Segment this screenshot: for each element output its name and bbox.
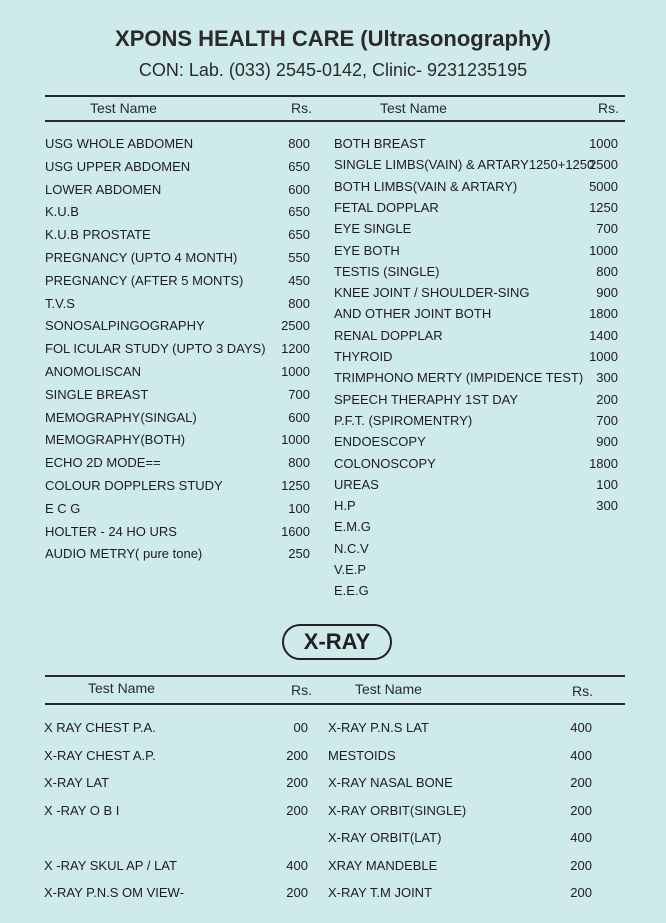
test-name: FETAL DOPPLAR: [334, 199, 439, 215]
price-row: [334, 476, 618, 494]
price-row: [328, 857, 592, 875]
price-row: [328, 884, 592, 902]
price-row: [45, 203, 310, 221]
test-name: T.V.S: [45, 295, 75, 311]
price-row: [328, 829, 592, 847]
usg-right-test-header: Test Name: [380, 100, 447, 116]
test-price: 800: [288, 455, 310, 471]
test-name: RENAL DOPPLAR: [334, 327, 443, 343]
test-name: X-RAY T.M JOINT: [328, 885, 433, 900]
test-name: USG UPPER ABDOMEN: [45, 158, 191, 174]
test-name: X-RAY P.N.S OM VIEW-: [44, 885, 184, 900]
test-name: HOLTER - 24 HO URS: [45, 523, 177, 539]
price-row: [45, 272, 310, 290]
test-name: E.M.G: [334, 519, 371, 535]
test-name: X-RAY ORBIT(SINGLE): [328, 802, 467, 818]
test-price: 1000: [589, 349, 618, 364]
page-title: XPONS HEALTH CARE (Ultrasonography): [115, 26, 551, 51]
price-row: [45, 386, 310, 404]
test-price: 300: [596, 370, 618, 386]
price-row: [328, 774, 592, 792]
test-price: 650: [288, 158, 310, 174]
test-name: SPEECH THERAPHY 1ST DAY: [334, 391, 518, 407]
test-price: 1000: [281, 364, 310, 379]
test-price: 800: [596, 263, 618, 279]
price-row: [334, 582, 618, 600]
xray-header-rule: [45, 703, 625, 705]
price-row: [45, 523, 310, 541]
test-price: 200: [286, 802, 308, 818]
test-name: EYE SINGLE: [334, 221, 412, 237]
price-row: [45, 158, 310, 176]
test-price: 550: [288, 250, 310, 265]
usg-left-test-header: Test Name: [90, 100, 157, 116]
test-name: MEMOGRAPHY(BOTH): [45, 432, 186, 448]
usg-header-rule: [45, 120, 625, 122]
test-price: 900: [596, 285, 618, 301]
price-row: [44, 747, 308, 765]
test-name: THYROID: [334, 349, 393, 364]
test-price: 900: [596, 434, 618, 450]
test-price: 00: [293, 720, 308, 735]
test-name: K.U.B PROSTATE: [45, 227, 151, 243]
test-name: UREAS: [334, 476, 379, 492]
test-price: 450: [288, 272, 310, 288]
test-price: 1800: [589, 306, 618, 322]
test-name: XRAY MANDEBLE: [328, 857, 438, 873]
price-row: [328, 802, 592, 820]
test-name: MESTOIDS: [328, 747, 396, 763]
test-name: TESTIS (SINGLE): [334, 263, 440, 279]
contact-line: CON: Lab. (033) 2545-0142, Clinic- 9231235195: [138, 60, 528, 80]
xray-badge: X-RAY: [282, 624, 392, 660]
test-name: ECHO 2D MODE==: [45, 455, 161, 471]
test-price: 100: [288, 500, 310, 516]
test-price: 200: [286, 775, 308, 790]
test-name: X-RAY NASAL BONE: [328, 775, 453, 790]
test-name: X-RAY LAT: [44, 775, 110, 790]
test-name: P.F.T. (SPIROMENTRY): [334, 412, 473, 428]
test-name: X -RAY SKUL AP / LAT: [44, 857, 177, 873]
price-row: [45, 135, 310, 153]
price-row: [44, 719, 308, 737]
test-name: MEMOGRAPHY(SINGAL): [45, 409, 197, 425]
test-price: 400: [570, 720, 592, 735]
price-row: [334, 497, 618, 515]
test-price: 800: [288, 295, 310, 311]
test-name: E.E.G: [334, 583, 369, 599]
test-price: 400: [286, 857, 308, 873]
price-row: [44, 774, 308, 792]
test-name: COLONOSCOPY: [334, 455, 436, 471]
usg-right-rs-header: Rs.: [598, 100, 619, 116]
price-row: [334, 199, 618, 217]
test-price: 650: [288, 204, 310, 220]
xray-top-rule: [45, 675, 625, 677]
usg-left-rs-header: Rs.: [291, 100, 312, 116]
test-name: COLOUR DOPPLERS STUDY: [45, 478, 223, 493]
test-name: ANOMOLISCAN: [45, 364, 142, 379]
test-name: SONOSALPINGOGRAPHY: [45, 318, 205, 334]
price-row: [334, 412, 618, 430]
test-price: 1250: [589, 199, 618, 215]
test-price: 650: [288, 227, 310, 243]
price-row: [334, 540, 618, 558]
test-price: 1600: [281, 523, 310, 539]
test-name: X -RAY O B I: [44, 802, 120, 818]
test-name: LOWER ABDOMEN: [45, 181, 162, 197]
price-row: [45, 295, 310, 313]
price-row: [328, 747, 592, 765]
xray-left-test-header: Test Name: [88, 680, 155, 696]
price-row: [328, 719, 592, 737]
price-row: [334, 242, 618, 260]
test-price: 400: [570, 830, 592, 845]
price-row: [45, 431, 310, 449]
test-name: N.C.V: [334, 540, 369, 556]
usg-top-rule: [45, 95, 625, 97]
test-name: SINGLE BREAST: [45, 386, 149, 402]
price-row: [334, 263, 618, 281]
price-row: [45, 340, 310, 358]
test-price: 600: [288, 409, 310, 425]
price-row: [45, 317, 310, 335]
price-row: [334, 348, 618, 366]
price-row: [334, 369, 618, 387]
price-row: [334, 391, 618, 409]
xray-right-rs-header: Rs.: [572, 683, 593, 699]
test-price: 200: [286, 747, 308, 763]
test-price: 250: [288, 546, 310, 562]
xray-right-test-header: Test Name: [355, 681, 422, 697]
test-name: AND OTHER JOINT BOTH: [334, 306, 492, 322]
test-name: V.E.P: [334, 562, 367, 577]
price-row: [45, 409, 310, 427]
price-row: [334, 156, 618, 174]
test-name: TRIMPHONO MERTY (IMPIDENCE TEST): [334, 370, 584, 386]
price-row: [45, 249, 310, 267]
price-row: [45, 477, 310, 495]
test-name: X-RAY P.N.S LAT: [328, 720, 429, 735]
test-name: SINGLE LIMBS(VAIN) & ARTARY1250+1250: [334, 157, 595, 173]
test-name: BOTH LIMBS(VAIN & ARTARY): [334, 178, 518, 194]
test-name: X RAY CHEST P.A.: [44, 720, 156, 735]
price-row: [334, 305, 618, 323]
test-name: H.P: [334, 498, 356, 514]
test-price: 5000: [589, 178, 618, 194]
price-row: [334, 561, 618, 579]
price-row: [334, 284, 618, 302]
price-row: [334, 327, 618, 345]
price-row: [44, 802, 308, 820]
test-name: EYE BOTH: [334, 242, 400, 258]
price-row: [45, 181, 310, 199]
test-name: AUDIO METRY( pure tone): [45, 546, 203, 562]
test-price: 700: [596, 412, 618, 428]
test-price: 700: [596, 221, 618, 237]
test-price: 1250: [281, 478, 310, 493]
test-price: 700: [288, 386, 310, 402]
test-price: 200: [596, 391, 618, 407]
xray-left-rs-header: Rs.: [291, 682, 312, 698]
price-row: [334, 433, 618, 451]
test-price: 1000: [281, 432, 310, 448]
test-price: 300: [596, 498, 618, 514]
test-name: X-RAY CHEST A.P.: [44, 747, 156, 763]
price-row: [44, 829, 308, 847]
test-price: 200: [570, 802, 592, 818]
test-price: 2500: [281, 318, 310, 334]
price-row: [334, 220, 618, 238]
price-row: [45, 500, 310, 518]
test-price: 1000: [589, 136, 618, 151]
price-row: [334, 518, 618, 536]
test-price: 200: [570, 885, 592, 900]
test-price: 100: [596, 476, 618, 492]
test-name: PREGNANCY (AFTER 5 MONTS): [45, 272, 244, 288]
test-price: 1800: [589, 455, 618, 471]
test-name: BOTH BREAST: [334, 136, 426, 151]
test-name: X-RAY ORBIT(LAT): [328, 830, 442, 845]
test-name: E C G: [45, 500, 81, 516]
price-row: [334, 455, 618, 473]
test-price: 200: [570, 857, 592, 873]
test-name: USG WHOLE ABDOMEN: [45, 136, 194, 151]
test-name: KNEE JOINT / SHOULDER-SING: [334, 285, 530, 301]
test-name: K.U.B: [45, 204, 79, 220]
test-name: ENDOESCOPY: [334, 434, 426, 450]
test-price: 1200: [281, 341, 310, 357]
price-row: [45, 454, 310, 472]
test-price: 800: [288, 136, 310, 151]
test-name: PREGNANCY (UPTO 4 MONTH): [45, 250, 238, 265]
test-name: FOL ICULAR STUDY (UPTO 3 DAYS): [45, 341, 266, 357]
price-row: [44, 857, 308, 875]
price-row: [334, 178, 618, 196]
price-row: [45, 226, 310, 244]
price-row: [45, 363, 310, 381]
price-row: [44, 884, 308, 902]
price-row: [334, 135, 618, 153]
test-price: 200: [570, 775, 592, 790]
test-price: 400: [570, 747, 592, 763]
test-price: 1000: [589, 242, 618, 258]
price-row: [45, 545, 310, 563]
test-price: 600: [288, 181, 310, 197]
test-price: 1400: [589, 327, 618, 343]
test-price: 2500: [589, 157, 618, 173]
test-price: 200: [286, 885, 308, 900]
